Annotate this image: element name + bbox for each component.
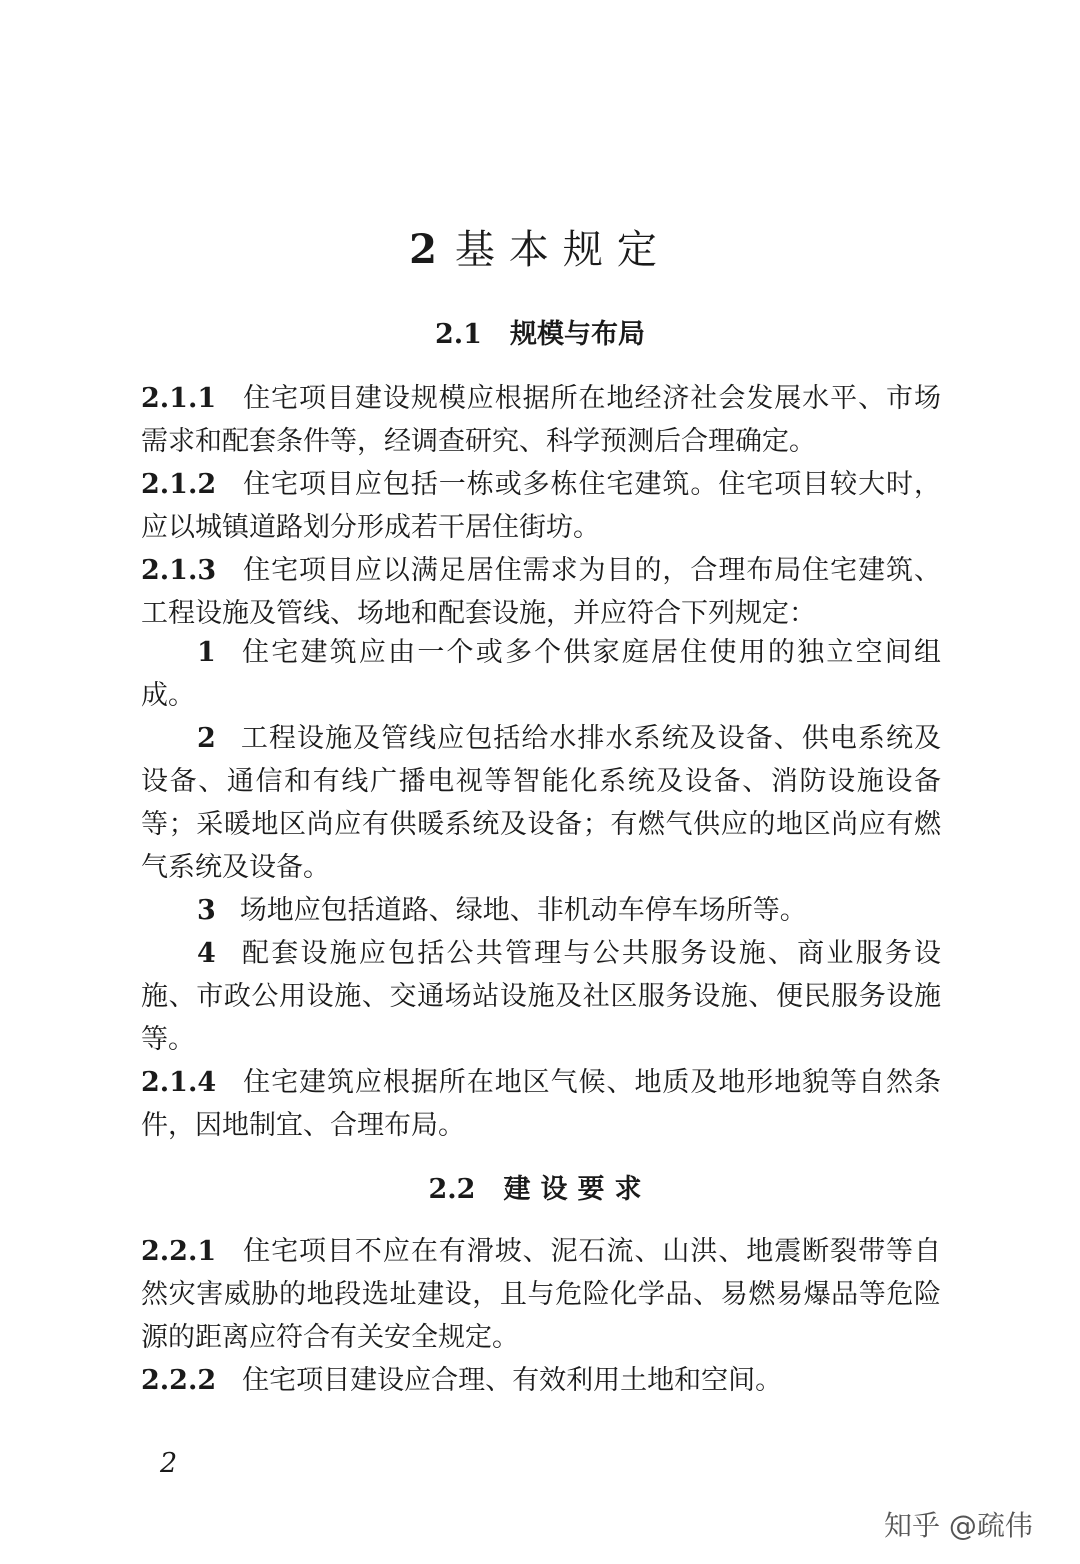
item-3	[141, 889, 941, 932]
section-title-2-1	[0, 312, 1080, 351]
item-1	[141, 631, 941, 717]
item-text: 住宅建筑应由一个或多个供家庭居住使用的独立空间组成。	[141, 637, 941, 711]
clause-2-2-1	[141, 1230, 941, 1359]
clause-2-1-1	[141, 377, 941, 463]
clause-text: 住宅项目应包括一栋或多栋住宅建筑。住宅项目较大时，应以城镇道路划分形成若干居住街坊。	[141, 469, 941, 543]
clause-2-1-3	[141, 549, 941, 635]
clause-text: 住宅项目不应在有滑坡、泥石流、山洪、地震断裂带等自然灾害威胁的地段选址建设，且与危险化学品、易燃易爆品等危险源的距离应符合有关安全规定。	[141, 1236, 941, 1353]
clause-2-2-2	[141, 1359, 941, 1402]
clause-text: 住宅建筑应根据所在地区气候、地质及地形地貌等自然条件，因地制宜、合理布局。	[141, 1067, 941, 1141]
clause-text: 住宅项目应以满足居住需求为目的，合理布局住宅建筑、工程设施及管线、场地和配套设施，并应符合下列规定：	[141, 555, 941, 629]
clause-text: 住宅项目建设规模应根据所在地经济社会发展水平、市场需求和配套条件等，经调查研究、科学预测后合理确定。	[141, 383, 941, 457]
clause-number: 2.2.2	[141, 1365, 217, 1396]
clause-number: 2.1.4	[141, 1067, 217, 1098]
item-number: 3	[197, 895, 216, 926]
section-title-text: 建设要求	[503, 1174, 652, 1205]
chapter-title-text: 基本规定	[454, 227, 671, 273]
item-text: 工程设施及管线应包括给水排水系统及设备、供电系统及设备、通信和有线广播电视等智能化系统及设备、消防设施设备等；采暖地区尚应有供暖系统及设备；有燃气供应的地区尚应有燃气系统及设备。	[141, 723, 941, 883]
section-number: 2.2	[428, 1174, 476, 1205]
watermark: 知乎 @疏伟	[884, 1509, 1033, 1542]
section-title-text: 规模与布局	[509, 319, 645, 350]
chapter-number: 2	[409, 226, 437, 273]
item-number: 1	[197, 637, 216, 668]
page-number: 2	[160, 1448, 178, 1479]
item-4	[141, 932, 941, 1061]
item-number: 4	[197, 938, 216, 969]
clause-number: 2.1.3	[141, 555, 217, 586]
clause-2-1-4	[141, 1061, 941, 1147]
clause-text: 住宅项目建设应合理、有效利用土地和空间。	[242, 1365, 783, 1396]
item-text: 配套设施应包括公共管理与公共服务设施、商业服务设施、市政公用设施、交通场站设施及社区服务设施、便民服务设施等。	[141, 938, 941, 1055]
clause-number: 2.1.2	[141, 469, 217, 500]
chapter-title	[0, 218, 1080, 275]
clause-number: 2.2.1	[141, 1236, 217, 1267]
clause-number: 2.1.1	[141, 383, 217, 414]
item-text: 场地应包括道路、绿地、非机动车停车场所等。	[239, 895, 807, 926]
section-title-2-2	[0, 1167, 1080, 1206]
item-number: 2	[197, 723, 216, 754]
section-number: 2.1	[435, 319, 482, 350]
clause-2-1-2	[141, 463, 941, 549]
item-2	[141, 717, 941, 889]
